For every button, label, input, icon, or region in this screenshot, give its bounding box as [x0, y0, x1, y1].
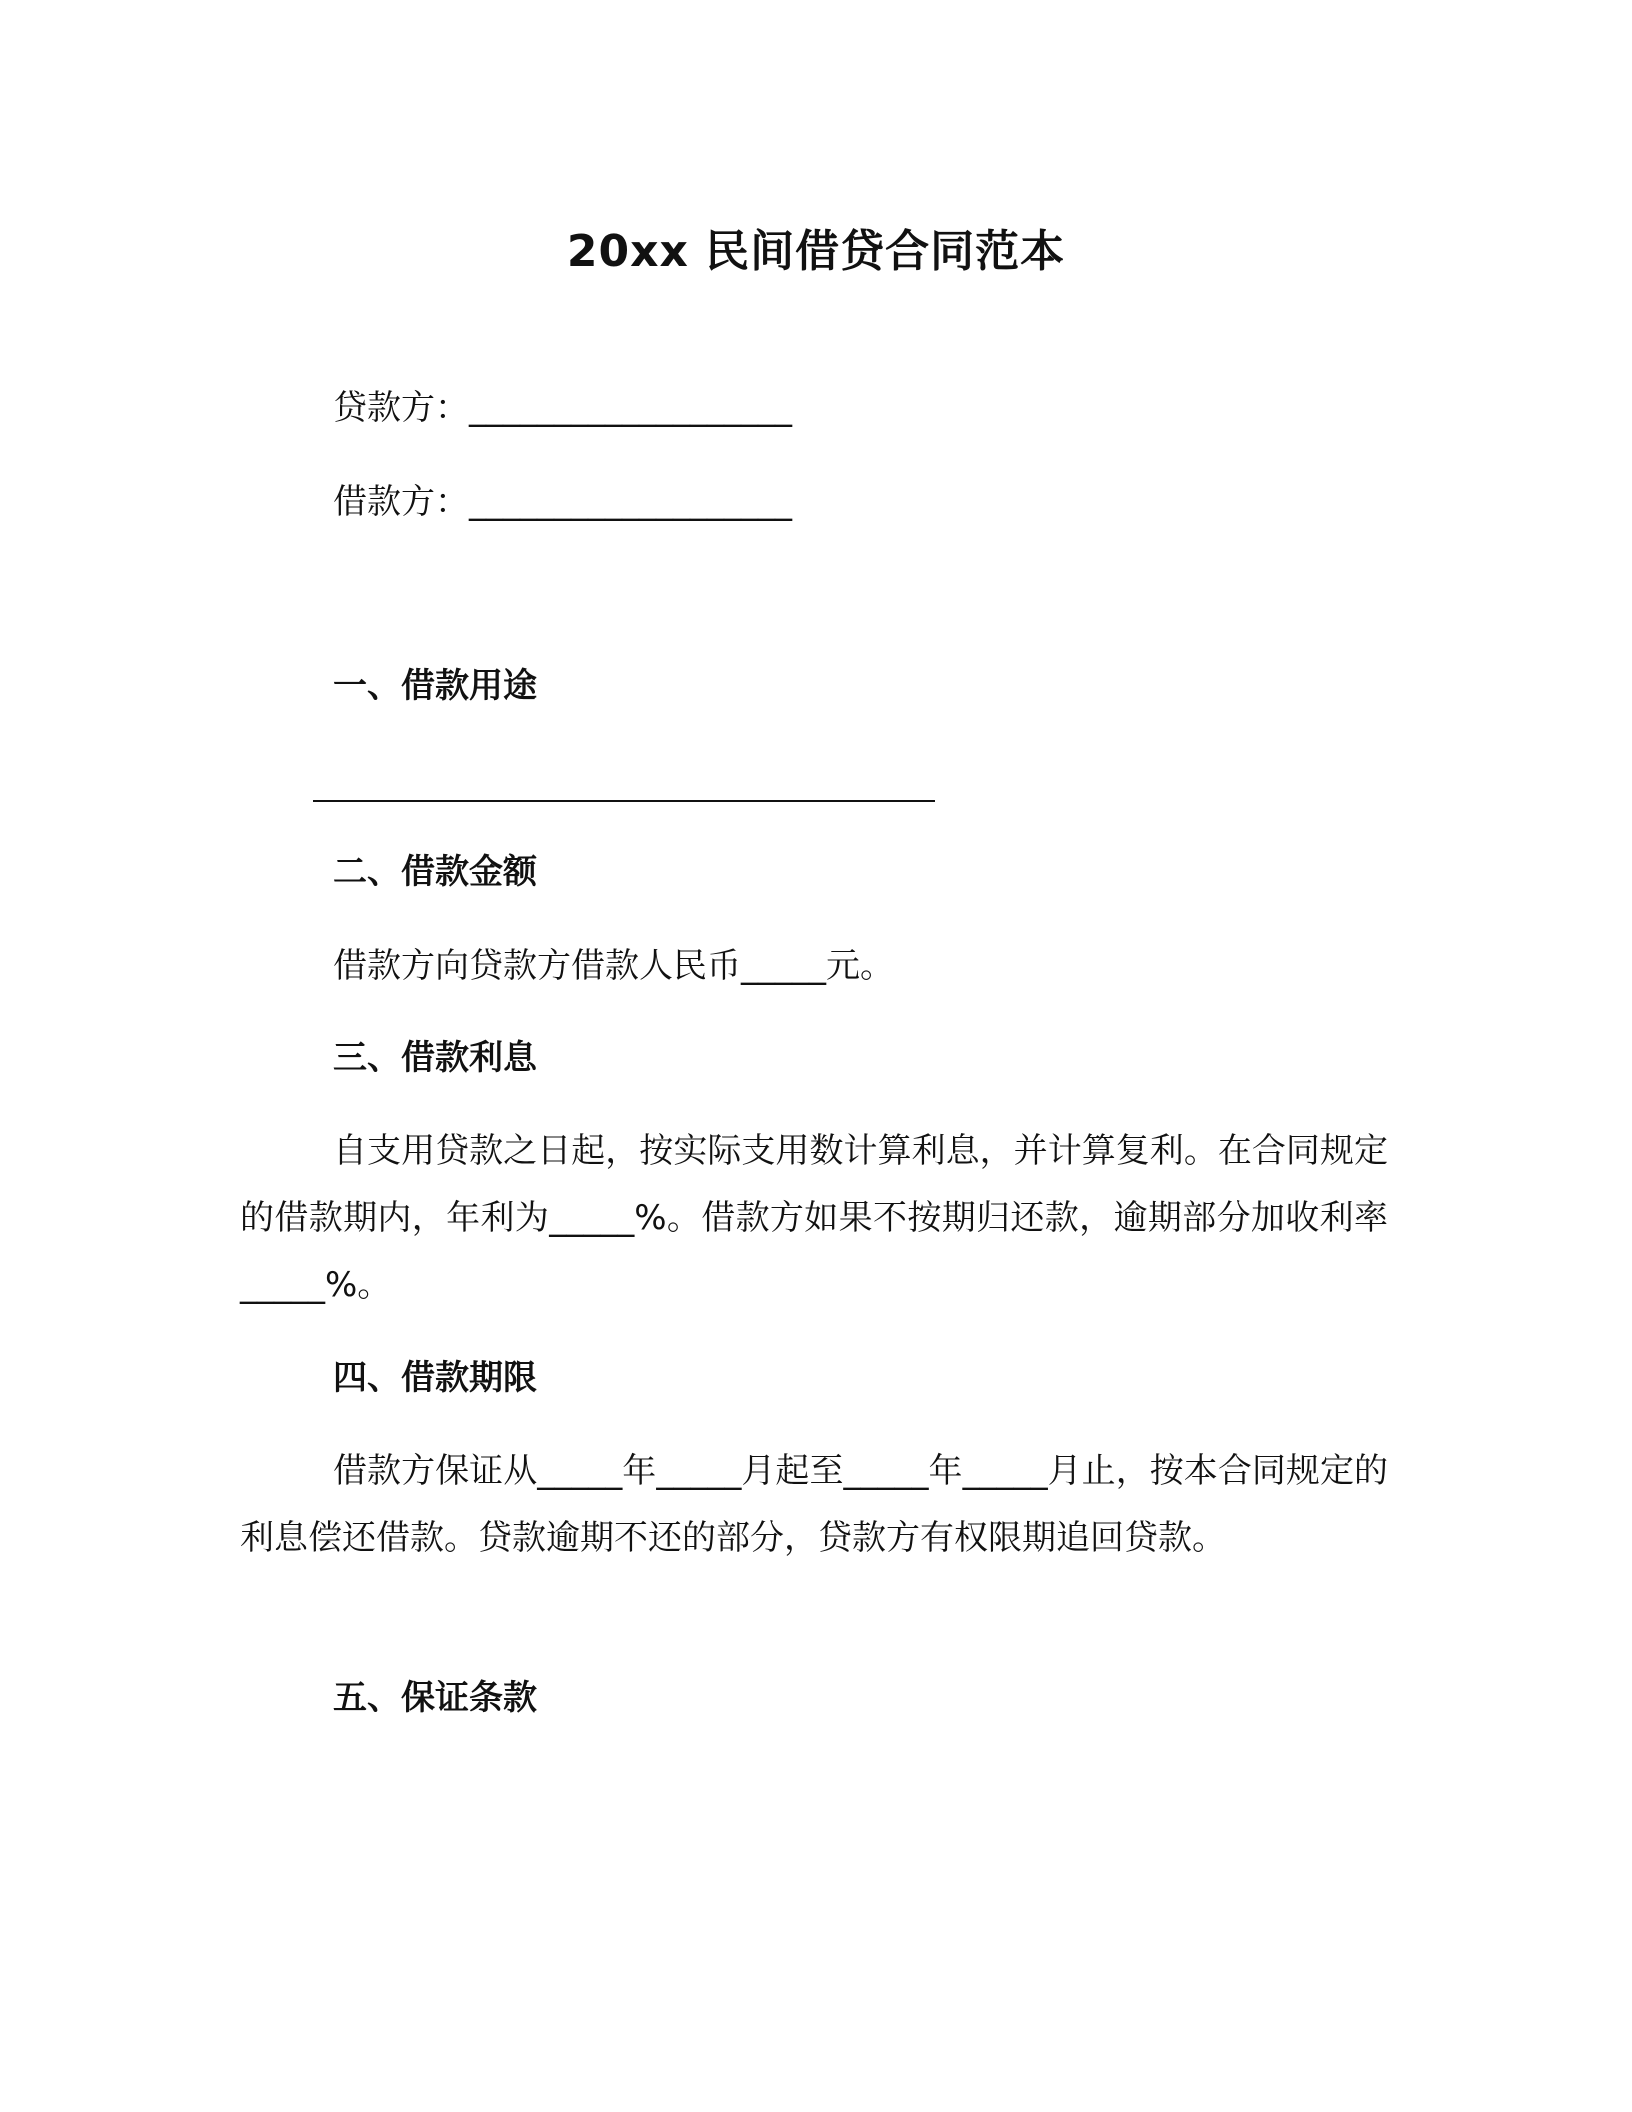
document-title: 20xx 民间借贷合同范本: [566, 226, 1066, 277]
lender-field: 贷款方：___________________: [333, 388, 792, 428]
amount-paragraph: 借款方向贷款方借款人民币_____元。: [333, 946, 894, 986]
term-paragraph: 借款方保证从_____年_____月起至_____年_____月止，按本合同规定的利息偿还借款。贷款逾期不还的部分，贷款方有权限期追回贷款。: [240, 1451, 1388, 1558]
section-heading-interest: 三、借款利息: [333, 1038, 537, 1078]
section-heading-amount: 二、借款金额: [333, 852, 537, 892]
interest-paragraph: 自支用贷款之日起，按实际支用数计算利息，并计算复利。在合同规定的借款期内，年利为_____%。借款方如果不按期归还款，逾期部分加收利率_____%。: [240, 1131, 1388, 1305]
borrower-field: 借款方：___________________: [333, 482, 792, 522]
section-heading-guarantee: 五、保证条款: [333, 1678, 537, 1718]
section-heading-purpose: 一、借款用途: [333, 666, 537, 706]
purpose-blank-line: [313, 800, 935, 802]
section-heading-term: 四、借款期限: [333, 1358, 537, 1398]
